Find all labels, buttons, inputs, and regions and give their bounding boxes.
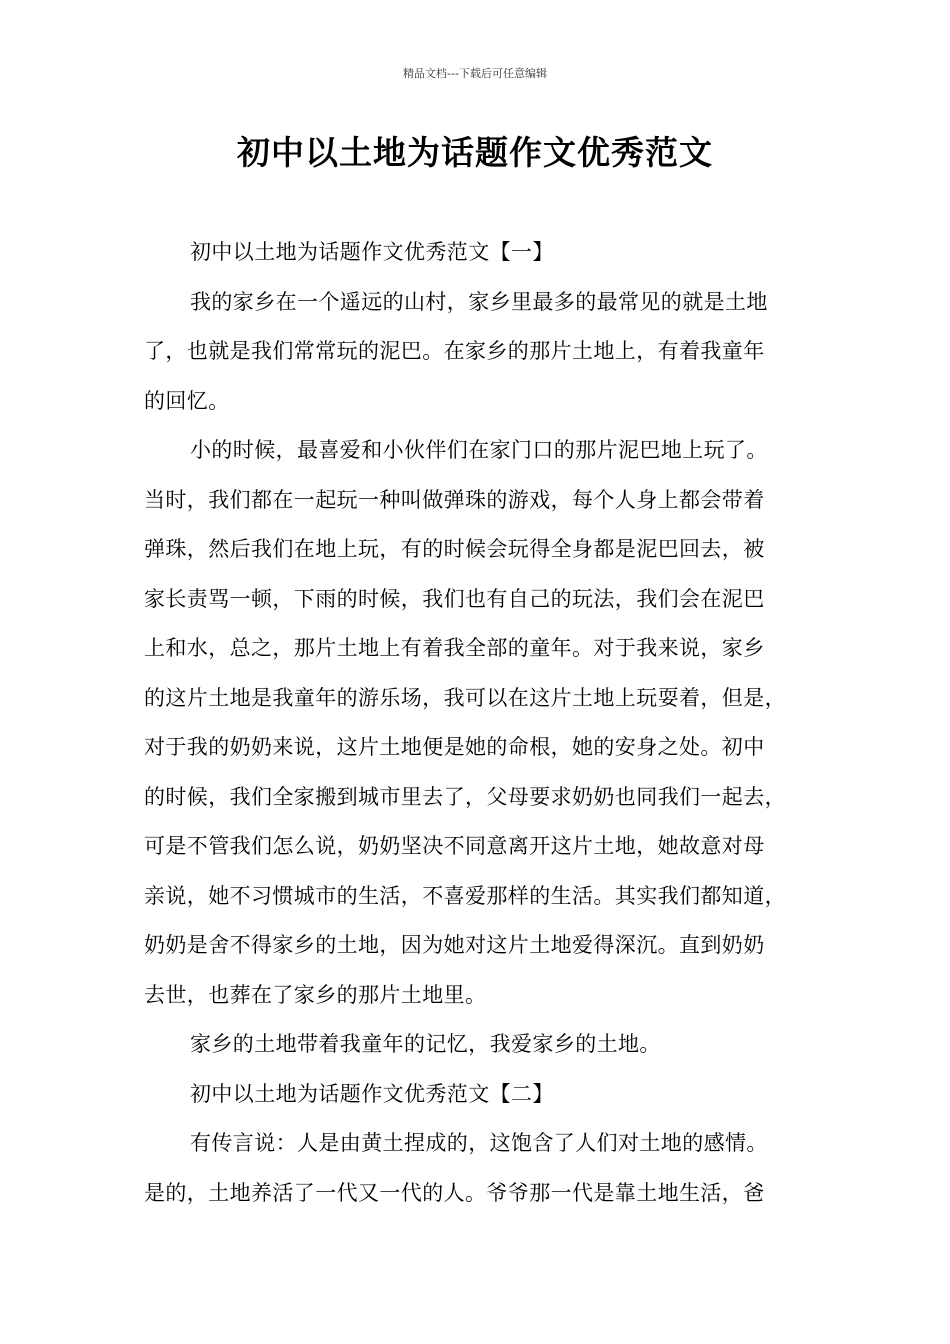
document-title: 初中以土地为话题作文优秀范文 — [237, 133, 713, 172]
text-line: 家长责骂一顿，下雨的时候，我们也有自己的玩法，我们会在泥巴 — [144, 586, 765, 611]
text-line: 小的时候，最喜爱和小伙伴们在家门口的那片泥巴地上玩了。 — [190, 438, 768, 462]
text-line: 了，也就是我们常常玩的泥巴。在家乡的那片土地上，有着我童年 — [144, 339, 765, 363]
section-heading: 初中以土地为话题作文优秀范文【一】 — [190, 240, 554, 264]
text-line: 可是不管我们怎么说，奶奶坚决不同意离开这片土地，她故意对母 — [144, 834, 765, 858]
text-line: 的回忆。 — [144, 388, 230, 413]
text-line: 上和水，总之，那片土地上有着我全部的童年。对于我来说，家乡 — [144, 636, 765, 660]
text-line: 的时候，我们全家搬到城市里去了，父母要求奶奶也同我们一起去， — [144, 784, 786, 809]
text-line: 去世，也葬在了家乡的那片土地里。 — [144, 982, 487, 1007]
text-line: 我的家乡在一个遥远的山村，家乡里最多的最常见的就是土地 — [190, 289, 768, 314]
text-line: 是的，土地养活了一代又一代的人。爷爷那一代是靠土地生活，爸 — [144, 1180, 765, 1205]
document-body — [144, 228, 824, 1218]
text-line: 家乡的土地带着我童年的记忆，我爱家乡的土地。 — [190, 1032, 661, 1056]
text-line: 的这片土地是我童年的游乐场，我可以在这片土地上玩耍着，但是， — [144, 685, 786, 710]
text-line: 有传言说：人是由黄土捏成的，这饱含了人们对土地的感情。 — [190, 1131, 768, 1155]
text-line: 对于我的奶奶来说，这片土地便是她的命根，她的安身之处。初中 — [144, 735, 765, 759]
header-note: 精品文档---下载后可任意编辑 — [403, 67, 547, 80]
text-line: 弹珠，然后我们在地上玩，有的时候会玩得全身都是泥巴回去，被 — [144, 537, 765, 561]
text-line: 亲说，她不习惯城市的生活，不喜爱那样的生活。其实我们都知道， — [144, 883, 786, 908]
text-line: 当时，我们都在一起玩一种叫做弹珠的游戏，每个人身上都会带着 — [144, 487, 765, 512]
section-heading: 初中以土地为话题作文优秀范文【二】 — [190, 1081, 554, 1106]
text-line: 奶奶是舍不得家乡的土地，因为她对这片土地爱得深沉。直到奶奶 — [144, 933, 765, 957]
